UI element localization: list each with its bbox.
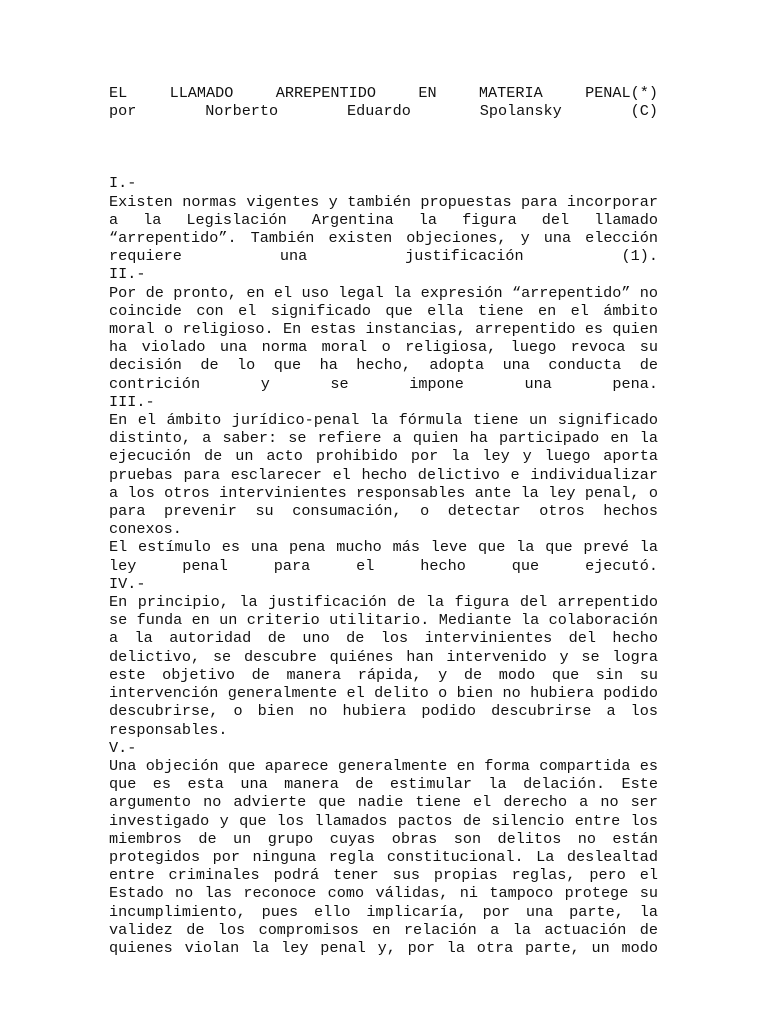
document-author: por Norberto Eduardo Spolansky (C) [109, 102, 658, 121]
title-spacer [109, 120, 658, 174]
section-3 [109, 393, 658, 575]
section-heading: IV.- [109, 574, 146, 593]
paragraph: En el ámbito jurídico-penal la fórmula tiene un significado distinto, a saber: se refiere a quien ha participado en la ejecución de un acto prohibido por la ley y luego aporta pruebas para esclarecer el hecho delictivo e individualizar a los otros intervinientes responsables ante la ley penal, o para prevenir su consumación, o detectar otros hechos conexos. [109, 411, 658, 539]
title-block [109, 84, 658, 120]
paragraph: El estímulo es una pena mucho más leve que la que prevé la ley penal para el hecho que ejecutó. [109, 538, 658, 575]
section-heading: V.- [109, 738, 137, 757]
paragraph: Existen normas vigentes y también propuestas para incorporar a la Legislación Argentina la figura del llamado “arrepentido”. También existen objeciones, y una elección requiere una justificación (1). [109, 192, 658, 266]
document-title: EL LLAMADO ARREPENTIDO EN MATERIA PENAL(*) [109, 84, 658, 102]
document-page [109, 84, 658, 957]
section-heading: III.- [109, 392, 155, 411]
paragraph: Una objeción que aparece generalmente en forma compartida es que es esta una manera de estimular la delación. Este argumento no advierte que nadie tiene el derecho a no ser investigado y que los llamados pactos de silencio entre los miembros de un grupo cuyas obras son delitos no están protegidos por ninguna regla constitucional. La deslealtad entre criminales podrá tener sus propias reglas, pero el Estado no las reconoce como válidas, ni tampoco protege su incumplimiento, pues ello implicaría, por una parte, la validez de los compromisos en relación a la actuación de quienes violan la ley penal y, por la otra parte, un modo [109, 756, 658, 957]
section-5 [109, 739, 658, 957]
section-heading: I.- [109, 174, 137, 193]
paragraph: Por de pronto, en el uso legal la expresión “arrepentido” no coincide con el significado que ella tiene en el ámbito moral o religioso. En estas instancias, arrepentido es quien ha violado una norma moral o religiosa, luego revoca su decisión de lo que ha hecho, adopta una conducta de contrición y se impone una pena. [109, 283, 658, 393]
section-2 [109, 265, 658, 392]
section-4 [109, 575, 658, 739]
section-1 [109, 174, 658, 265]
paragraph: En principio, la justificación de la figura del arrepentido se funda en un criterio utilitario. Mediante la colaboración a la autoridad de uno de los intervinientes del hecho delictivo, se descubre quiénes han intervenido y se logra este objetivo de manera rápida, y de modo que sin su intervención generalmente el delito o bien no hubiera podido descubrirse, o bien no hubiera podido descubrirse a los responsables. [109, 593, 658, 739]
section-heading: II.- [109, 265, 146, 284]
